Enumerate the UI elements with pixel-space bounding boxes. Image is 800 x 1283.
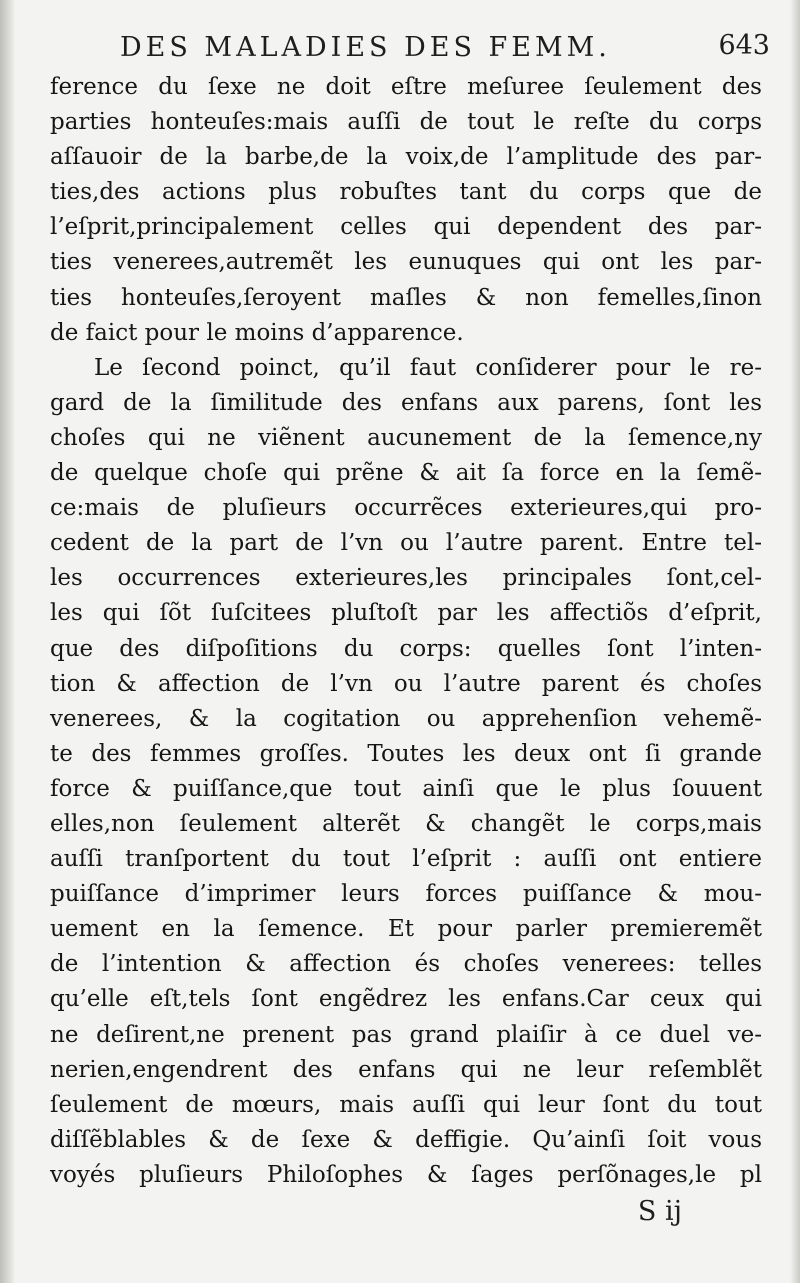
running-head: DES MALADIES DES FEMM.	[120, 32, 611, 63]
page-number: 643	[718, 30, 770, 61]
text-line: ties,des actions plus robuſtes tant du corps que de	[50, 179, 762, 206]
text-line: elles,non ſeulement alterẽt & changẽt le corps,mais	[50, 810, 762, 837]
page-footer	[0, 1188, 800, 1248]
page-gutter-shadow	[0, 0, 14, 1283]
text-line: l’eſprit,principalement celles qui dependent des par-	[50, 214, 762, 241]
page-header	[120, 30, 780, 70]
text-line: ce:mais de pluſieurs occurrẽces exterieures,qui pro-	[50, 495, 762, 522]
text-line: de l’intention & affection és choſes venerees: telles	[50, 951, 762, 978]
text-line: de quelque choſe qui prẽne & ait ſa force en la ſemẽ-	[50, 460, 762, 487]
text-line: cedent de la part de l’vn ou l’autre parent. Entre tel-	[50, 530, 762, 557]
text-line: ne deſirent,ne prenent pas grand plaiſir à ce duel ve-	[50, 1021, 762, 1048]
text-line: qu’elle eſt,tels ſont engẽdrez les enfans.Car ceux qui	[50, 986, 762, 1013]
paragraph-start-line: Le ſecond poinct, qu’il faut conſiderer pour le re-	[94, 354, 762, 381]
text-line: les qui ſõt ſuſcitees pluſtoſt par les affectiõs d’eſprit,	[50, 600, 762, 627]
text-line: auſſi tranſportent du tout l’eſprit : auſſi ont entiere	[50, 846, 762, 873]
text-line: choſes qui ne viẽnent aucunement de la ſemence,ny	[50, 424, 762, 451]
body-text	[50, 70, 762, 1193]
page-edge-shadow	[790, 0, 800, 1283]
text-line: te des femmes groſſes. Toutes les deux ont ſi grande	[50, 740, 762, 767]
text-line: parties honteuſes:mais auſſi de tout le reſte du corps	[50, 109, 762, 136]
text-line: uement en la ſemence. Et pour parler premieremẽt	[50, 916, 762, 943]
text-line: ference du ſexe ne doit eſtre meſuree ſeulement des	[50, 74, 762, 100]
text-line: aſſauoir de la barbe,de la voix,de l’amplitude des par-	[50, 144, 762, 171]
text-line: ſeulement de mœurs, mais auſſi qui leur ſont du tout	[50, 1091, 762, 1118]
signature-mark: S ij	[637, 1196, 682, 1227]
text-line: de faict pour le moins d’apparence.	[50, 319, 464, 346]
text-line: venerees, & la cogitation ou apprehenſion vehemẽ-	[50, 705, 762, 732]
text-line: force & puiſſance,que tout ainſi que le plus ſouuent	[50, 775, 762, 802]
text-line: puiſſance d’imprimer leurs forces puiſſance & mou-	[50, 881, 762, 908]
text-line: nerien,engendrent des enfans qui ne leur reſemblẽt	[50, 1056, 762, 1083]
text-line: tion & affection de l’vn ou l’autre parent és choſes	[50, 670, 762, 697]
text-line: voyés pluſieurs Philoſophes & ſages perſõnages,le pl	[50, 1161, 762, 1188]
text-line: ties venerees,autremẽt les eunuques qui ont les par-	[50, 249, 762, 276]
text-line: gard de la ſimilitude des enfans aux parens, ſont les	[50, 389, 762, 416]
text-line: diſſẽblables & de ſexe & deffigie. Qu’ainſi ſoit vous	[50, 1126, 762, 1153]
text-line: ties honteuſes,ſeroyent maſles & non femelles,ſinon	[50, 284, 762, 311]
text-line: les occurrences exterieures,les principales ſont,cel-	[50, 565, 762, 592]
text-line: que des diſpoſitions du corps: quelles ſont l’inten-	[50, 635, 762, 662]
